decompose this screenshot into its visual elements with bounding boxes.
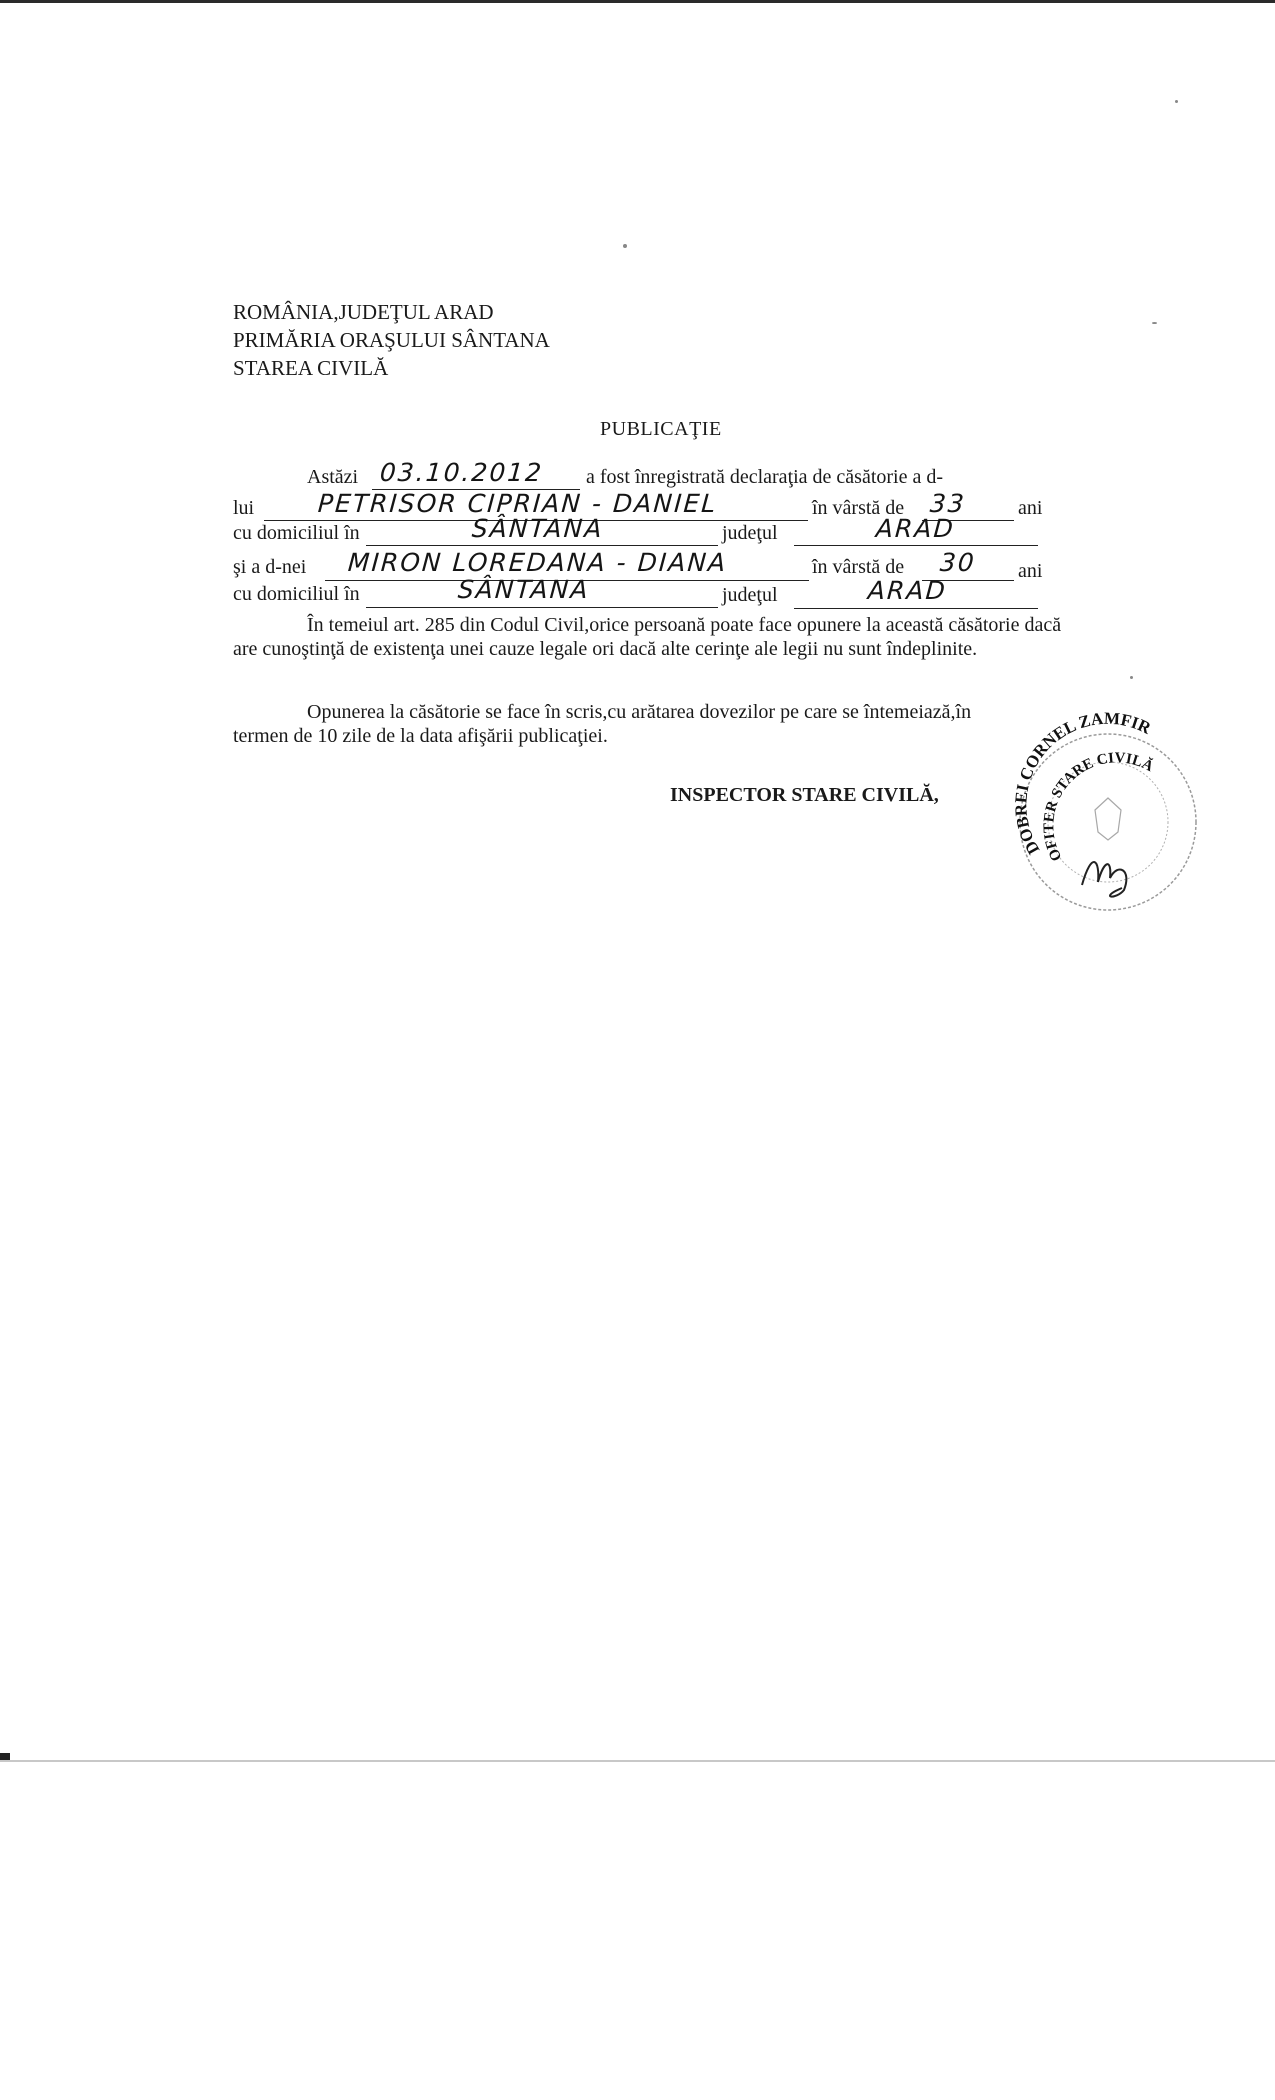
opposition-paragraph: Opunerea la căsătorie se face în scris,cu arătarea dovezilor pe care se întemeiază,în termen de 10 zile de la data afişării publicaţiei.: [233, 701, 972, 747]
bride-name: MIRON LOREDANA - DIANA: [346, 548, 729, 577]
date-suffix: a fost înregistrată declaraţia de căsătorie a d-: [586, 466, 944, 488]
coat-of-arms-icon: [1095, 798, 1121, 840]
bride-county-underline: [794, 608, 1038, 609]
bride-county: ARAD: [866, 576, 948, 605]
groom-age-label: în vârstă de: [812, 497, 905, 519]
groom-county-underline: [794, 545, 1038, 546]
bride-age: 30: [938, 548, 977, 577]
bride-county-label: judeţul: [722, 584, 778, 606]
legal-paragraph: În temeiul art. 285 din Codul Civil,orice persoană poate face opunere la această căsătorie dacă are cunoştinţă de existenţa unei cauze legale ori dacă alte cerinţe ale legii nu sunt îndeplinite.: [233, 614, 1062, 660]
stamp-name-path: DOBREI CORNEL ZAMFIR: [1011, 710, 1154, 858]
scan-speck: [1175, 100, 1178, 103]
stamp-role-path: OFITER STARE CIVILĂ: [1041, 750, 1156, 864]
groom-name: PETRISOR CIPRIAN - DANIEL: [316, 489, 719, 518]
header-department: STAREA CIVILĂ: [233, 356, 389, 380]
header-town-hall: PRIMĂRIA ORAŞULUI SÂNTANA: [233, 328, 550, 352]
bride-prefix: şi a d-nei: [233, 556, 307, 578]
bride-domicile-label: cu domiciliul în: [233, 583, 360, 605]
bride-age-unit: ani: [1018, 560, 1043, 582]
bride-city: SÂNTANA: [456, 575, 591, 604]
official-stamp: [1000, 710, 1210, 920]
groom-prefix: lui: [233, 497, 255, 519]
groom-city-underline: [366, 545, 718, 546]
scan-speck: [1152, 322, 1157, 324]
groom-age: 33: [928, 489, 967, 518]
stamp-name: [1011, 710, 1154, 858]
scan-speck: [623, 244, 627, 248]
header-country-county: ROMÂNIA,JUDEŢUL ARAD: [233, 300, 494, 324]
page-bottom-edge: [0, 1760, 1275, 1762]
date-value: 03.10.2012: [378, 458, 545, 487]
groom-county-label: judeţul: [722, 522, 778, 544]
date-prefix: Astăzi: [307, 466, 359, 488]
document-title: PUBLICAŢIE: [600, 418, 722, 440]
groom-city: SÂNTANA: [470, 514, 605, 543]
page-top-border: [0, 0, 1275, 3]
groom-domicile-label: cu domiciliul în: [233, 522, 360, 544]
groom-age-unit: ani: [1018, 497, 1043, 519]
document-header: [233, 298, 550, 382]
scan-speck: [1130, 676, 1133, 679]
signature-title: INSPECTOR STARE CIVILĂ,: [670, 784, 939, 806]
groom-county: ARAD: [874, 514, 956, 543]
bride-city-underline: [366, 607, 718, 608]
stamp-outer-ring: [1020, 734, 1196, 910]
bride-age-label: în vârstă de: [812, 556, 905, 578]
